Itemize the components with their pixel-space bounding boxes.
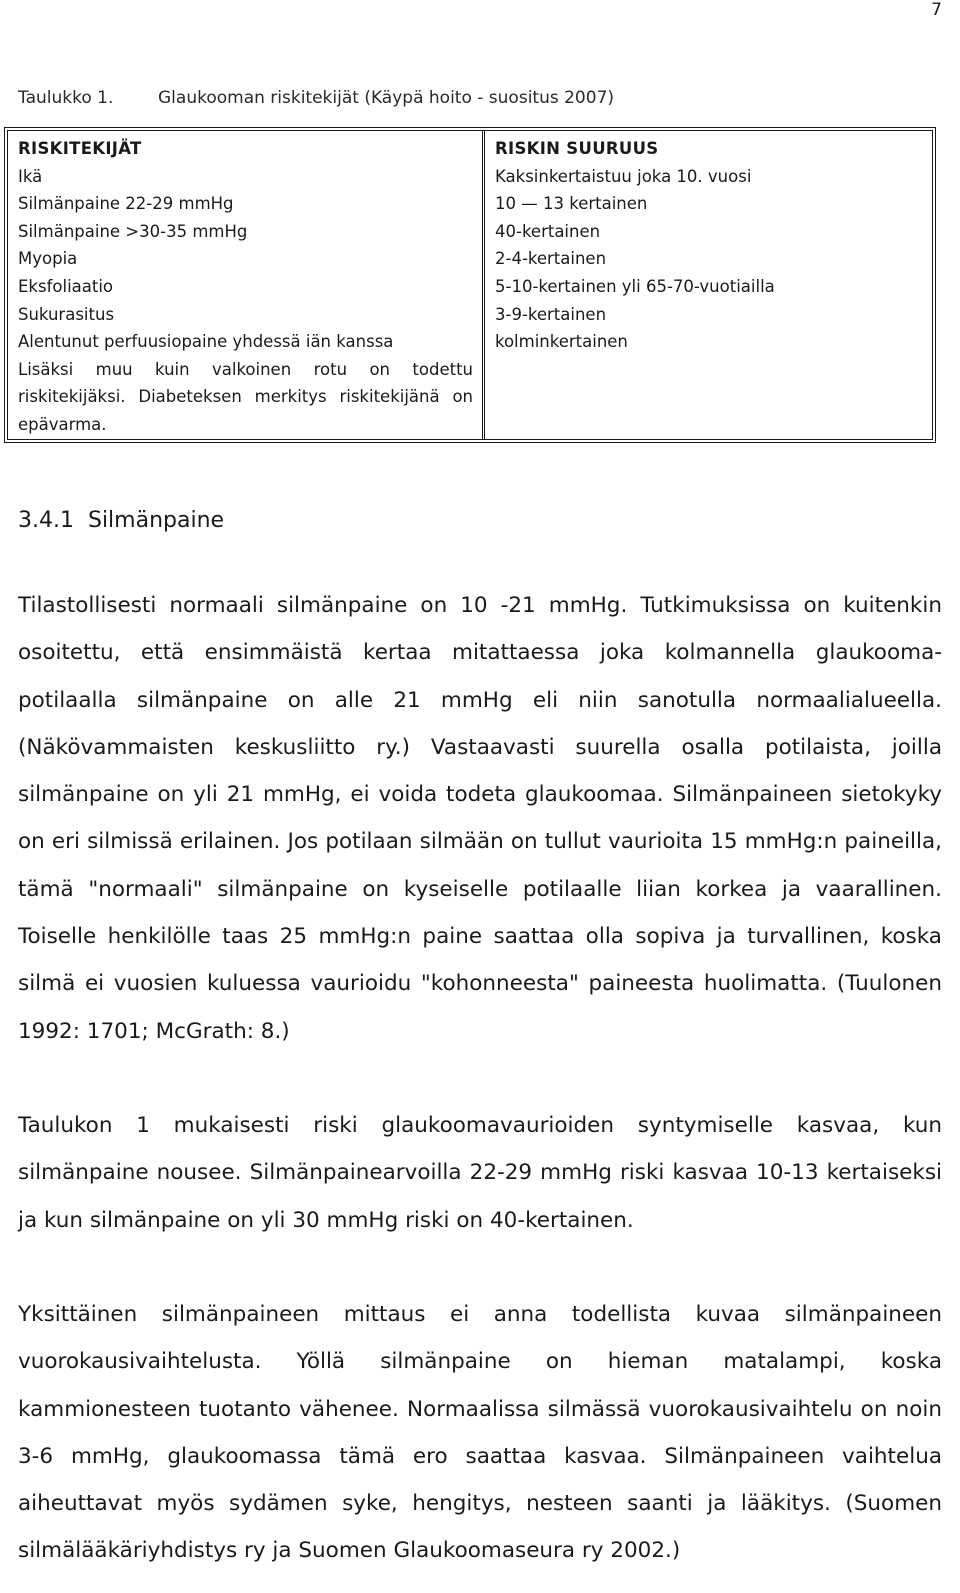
header-risk-factors: RISKITEKIJÄT [18,139,142,158]
magnitude-cell: 10 — 13 kertainen [495,194,648,214]
magnitude-cell: Kaksinkertaistuu joka 10. vuosi [495,166,752,186]
magnitude-cell: kolminkertainen [495,332,628,352]
body-paragraph: Tilastollisesti normaali silmänpaine on 10 -21 mmHg. Tutkimuksissa on kuitenkin osoitettu, että ensimmäistä kertaa mitattaessa joka kolmannella glaukooma-potilaalla silmänpaine on alle 21 mmHg eli niin sanotulla normaalialueella. (Näkövammaisten keskusliitto ry.) Vastaavasti suurella osalla potilaista, joilla silmänpaine on yli 21 mmHg, ei voida todeta glaukoomaa. Silmänpaineen sietokyky on eri silmissä erilainen. Jos potilaan silmään on tullut vaurioita 15 mmHg:n paineilla, tämä "normaali" silmänpaine on kyseiselle potilaalle liian korkea ja vaarallinen. Toiselle henkilölle taas 25 mmHg:n paine saattaa olla sopiva ja turvallinen, koska silmä ei vuosien kuluessa vaurioidu "kohonneesta" paineesta huolimatta. (Tuulonen 1992: 1701; McGrath: 8.) [18,593,942,1044]
magnitude-cell: 5-10-kertainen yli 65-70-vuotiailla [495,276,775,296]
risk-factor-column [8,131,485,439]
header-risk-magnitude: RISKIN SUURUUS [495,139,659,158]
factor-cell: Silmänpaine 22-29 mmHg [18,194,234,214]
magnitude-cell: 40-kertainen [495,221,601,241]
body-paragraph: Taulukon 1 mukaisesti riski glaukoomavaurioiden syntymiselle kasvaa, kun silmänpaine nousee. Silmänpainearvoilla 22-29 mmHg riski kasvaa 10-13 kertaiseksi ja kun silmänpaine on yli 30 mmHg riski on 40-kertainen. [18,1113,942,1233]
factor-cell: Eksfoliaatio [18,276,114,296]
section-heading [18,508,224,533]
factor-cell: Alentunut perfuusiopaine yhdessä iän kanssa [18,332,394,352]
risk-factor-table [4,127,936,443]
table-caption-title: Glaukooman riskitekijät (Käypä hoito - suositus 2007) [158,88,615,108]
factor-cell: Silmänpaine >30-35 mmHg [18,221,248,241]
factor-cell: Sukurasitus [18,304,115,324]
magnitude-cell: 3-9-kertainen [495,304,607,324]
table-caption [18,88,614,108]
section-number: 3.4.1 [18,508,74,533]
risk-magnitude-column [485,131,932,439]
section-title: Silmänpaine [87,508,225,533]
table-note: Lisäksi muu kuin valkoinen rotu on todettu riskitekijäksi. Diabeteksen merkitys riskitekijänä on epävarma. [18,359,473,434]
factor-cell: Ikä [18,166,43,186]
magnitude-cell: 2-4-kertainen [495,249,607,269]
table-caption-label: Taulukko 1. [18,88,114,108]
factor-cell: Myopia [18,249,78,269]
page-number: 7 [931,0,942,20]
body-paragraph: Yksittäinen silmänpaineen mittaus ei anna todellista kuvaa silmänpaineen vuorokausivaihtelusta. Yöllä silmänpaine on hieman matalampi, koska kammionesteen tuotanto vähenee. Normaalissa silmässä vuorokausivaihtelu on noin 3-6 mmHg, glaukoomassa tämä ero saattaa kasvaa. Silmänpaineen vaihtelua aiheuttavat myös sydämen syke, hengitys, nesteen saanti ja lääkitys. (Suomen silmälääkäriyhdistys ry ja Suomen Glaukoomaseura ry 2002.) [18,1302,942,1564]
